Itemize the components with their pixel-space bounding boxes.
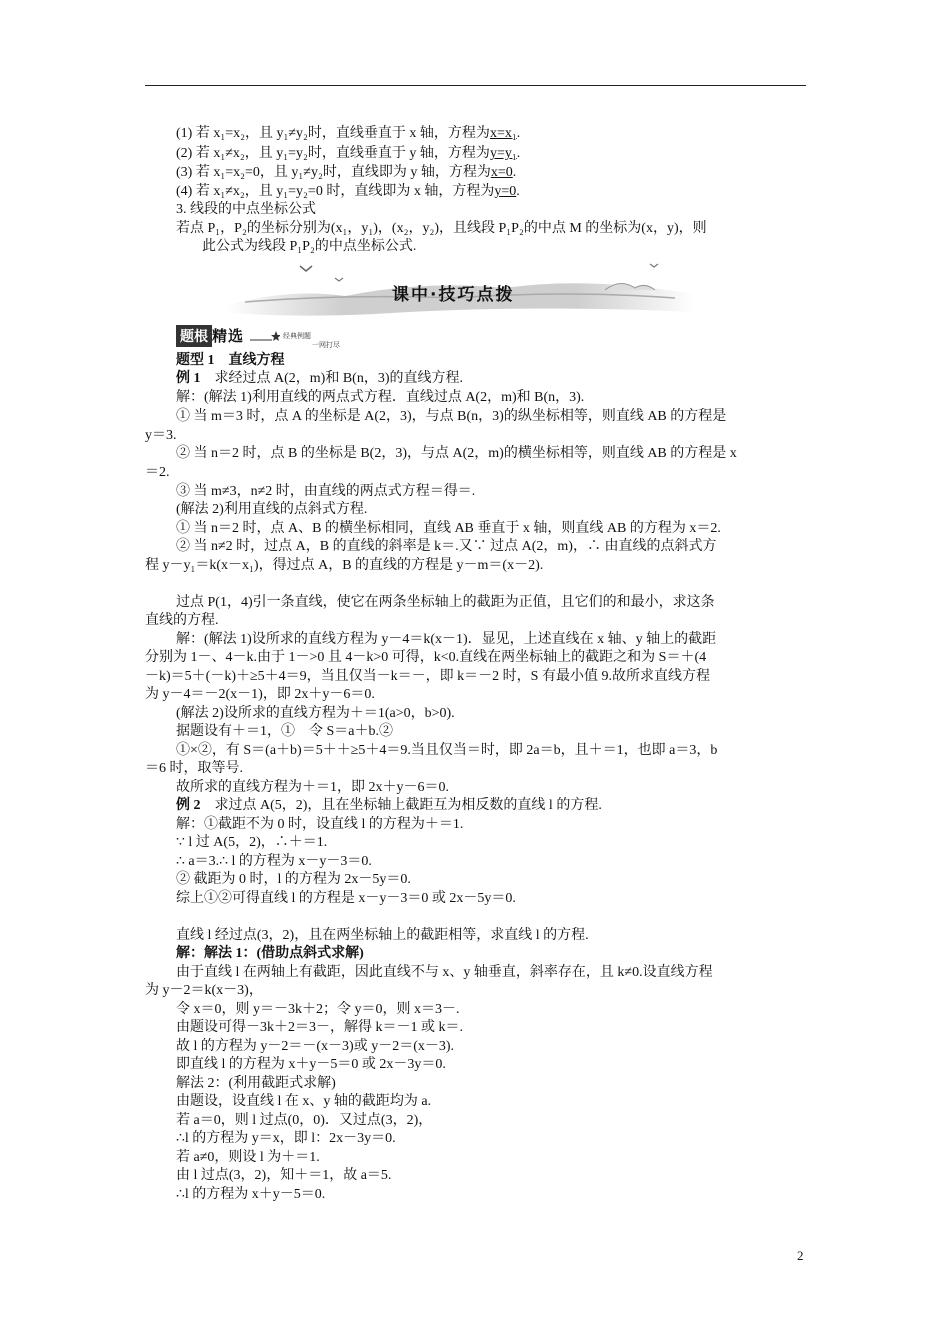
paragraph-line: 为 y－2＝k(x－3)， [145,983,263,998]
paragraph-line: 即直线 l 的方程为 x＋y－5＝0 或 2x－3y＝0. [176,1057,446,1072]
paragraph-line: ③ 当 m≠3，n≠2 时，由直线的两点式方程＝得＝. [176,484,476,499]
paragraph-line: 解法 2：(利用截距式求解) [176,1076,336,1091]
list-item: (4) 若 x₁≠x₂，且 y₁=y₂=0 时，直线即为 x 轴，方程为y=0. [176,184,520,199]
paragraph-line: (解法 2)利用直线的点斜式方程. [176,502,368,517]
bird-icon [335,278,343,281]
star-icon [250,330,280,342]
paragraph-line: 程 y－y₁＝k(x－x₁)，得过点 A，B 的直线的方程是 y－m＝(x－2). [145,558,544,573]
paragraph-line: －k)＝5＋(－k)＋≥5＋4＝9，当且仅当－k＝－，即 k＝－2 时，S 有最小值 9.故所求直线方程 [145,669,710,684]
paragraph-line: 此公式为线段 P₁P₂的中点坐标公式. [202,239,417,254]
header-rule [145,85,806,86]
paragraph-line: 据题设有＋＝1，① 令 S＝a＋b.② [176,724,393,739]
paragraph-line: ①×②，有 S＝(a＋b)＝5＋＋≥5＋4＝9.当且仅当＝时，即 2a＝b，且＋＝1，也即 a＝3，b [176,743,718,758]
paragraph-line: ∴l 的方程为 y＝x，即 l：2x－3y＝0. [176,1131,396,1146]
paragraph-line: ② 截距为 0 时，l 的方程为 2x－5y＝0. [176,872,411,887]
paragraph-line: 过点 P(1，4)引一条直线，使它在两条坐标轴上的截距为正值，且它们的和最小，求这条 [176,595,715,610]
paragraph-line: 若点 P₁，P₂的坐标分别为(x₁，y₁)，(x₂，y₂)，且线段 P₁P₂的中点 M 的坐标为(x，y)，则 [176,221,707,236]
paragraph-line: 若 a＝0，则 l 过点(0，0)．又过点(3，2)， [176,1113,433,1128]
banner-title: 课中·技巧点拨 [392,285,515,305]
paragraph-line: (解法 2)设所求的直线方程为＋＝1(a>0，b>0). [176,706,455,721]
tag-box: 题根 [176,325,212,347]
paragraph-line: ∴l 的方程为 x＋y－5＝0. [176,1187,326,1202]
paragraph-line: 由 l 过点(3，2)，知＋＝1，故 a＝5. [176,1168,392,1183]
paragraph-line: 由于直线 l 在两轴上有截距，因此直线不与 x、y 轴垂直，斜率存在，且 k≠0.设直线方程 [176,965,713,980]
paragraph-line: ① 当 n＝2 时，点 A、B 的横坐标相同，直线 AB 垂直于 x 轴，则直线 AB 的方程为 x＝2. [176,521,721,536]
paragraph-line: ∴ a＝3.∴ l 的方程为 x－y－3＝0. [176,854,372,869]
paragraph-line: 解：①截距不为 0 时，设直线 l 的方程为＋＝1. [176,817,464,832]
bird-icon [300,266,312,271]
paragraph-line: 综上①②可得直线 l 的方程是 x－y－3＝0 或 2x－5y＝0. [176,891,516,906]
page-number: 2 [797,1248,804,1263]
example-question: 例 2 求过点 A(5，2)，且在坐标轴上截距互为相反数的直线 l 的方程. [176,798,602,813]
type-heading: 题型 1 直线方程 [176,353,285,368]
paragraph-line: 直线的方程. [145,613,219,628]
section-tag [176,325,244,347]
bird-icon [650,264,658,267]
paragraph-line: 令 x＝0，则 y＝－3k＋2；令 y＝0，则 x＝3－. [176,1002,460,1017]
paragraph-line: y＝3. [145,428,177,443]
paragraph-line: 由题设可得－3k＋2＝3－，解得 k＝－1 或 k＝. [176,1020,463,1035]
tag-subtitle: 经典例题 [283,332,311,340]
section-heading: 3. 线段的中点坐标公式 [176,202,316,217]
paragraph-line: ① 当 m＝3 时，点 A 的坐标是 A(2，3)，与点 B(n，3)的纵坐标相等，则直线 AB 的方程是 [176,409,727,424]
paragraph-line: ② 当 n≠2 时，过点 A，B 的直线的斜率是 k＝.又∵ 过点 A(2，m)，∴ 由直线的点斜式方 [176,539,717,554]
paragraph-line: 故所求的直线方程为＋＝1，即 2x＋y－6＝0. [176,780,449,795]
paragraph-line: ＝6 时，取等号. [145,761,243,776]
paragraph-line: 解：(解法 1)利用直线的两点式方程．直线过点 A(2，m)和 B(n，3). [176,390,585,405]
paragraph-line: 解：(解法 1)设所求的直线方程为 y－4＝k(x－1)．显见，上述直线在 x 轴、y 轴上的截距 [176,632,717,647]
paragraph-line: 故 l 的方程为 y－2＝－(x－3)或 y－2＝(x－3). [176,1039,455,1054]
paragraph-line: ＝2. [145,465,170,480]
paragraph-line: ∵ l 过 A(5，2)，∴＋＝1. [176,835,328,850]
paragraph-line: 为 y－4＝－2(x－1)，即 2x＋y－6＝0. [145,687,375,702]
list-item: (2) 若 x₁≠x₂，且 y₁=y₂时，直线垂直于 y 轴，方程为y=y₁. [176,146,521,161]
tag-label: 精选 [212,329,245,345]
paragraph-line: 若 a≠0，则设 l 为＋＝1. [176,1150,320,1165]
example-question: 例 1 求经过点 A(2，m)和 B(n，3)的直线方程. [176,371,463,386]
paragraph-line: 直线 l 经过点(3，2)，且在两坐标轴上的截距相等，求直线 l 的方程. [176,928,589,943]
paragraph-line: 由题设，设直线 l 在 x、y 轴的截距均为 a. [176,1094,432,1109]
paragraph-line: ② 当 n＝2 时，点 B 的坐标是 B(2，3)，与点 A(2，m)的横坐标相等，则直线 AB 的方程是 x [176,446,737,461]
paragraph-line: 分别为 1－、4－k.由于 1－>0 且 4－k>0 可得，k<0.直线在两坐标轴上的截距之和为 S＝＋(4 [145,650,707,665]
list-item: (1) 若 x₁=x₂，且 y₁≠y₂时，直线垂直于 x 轴，方程为x=x₁. [176,126,521,141]
tag-subtitle: 一网打尽 [312,341,340,349]
list-item: (3) 若 x₁=x₂=0，且 y₁≠y₂时，直线即为 y 轴，方程为x=0. [176,165,517,180]
paragraph-line: 解：解法 1：(借助点斜式求解) [176,946,364,961]
